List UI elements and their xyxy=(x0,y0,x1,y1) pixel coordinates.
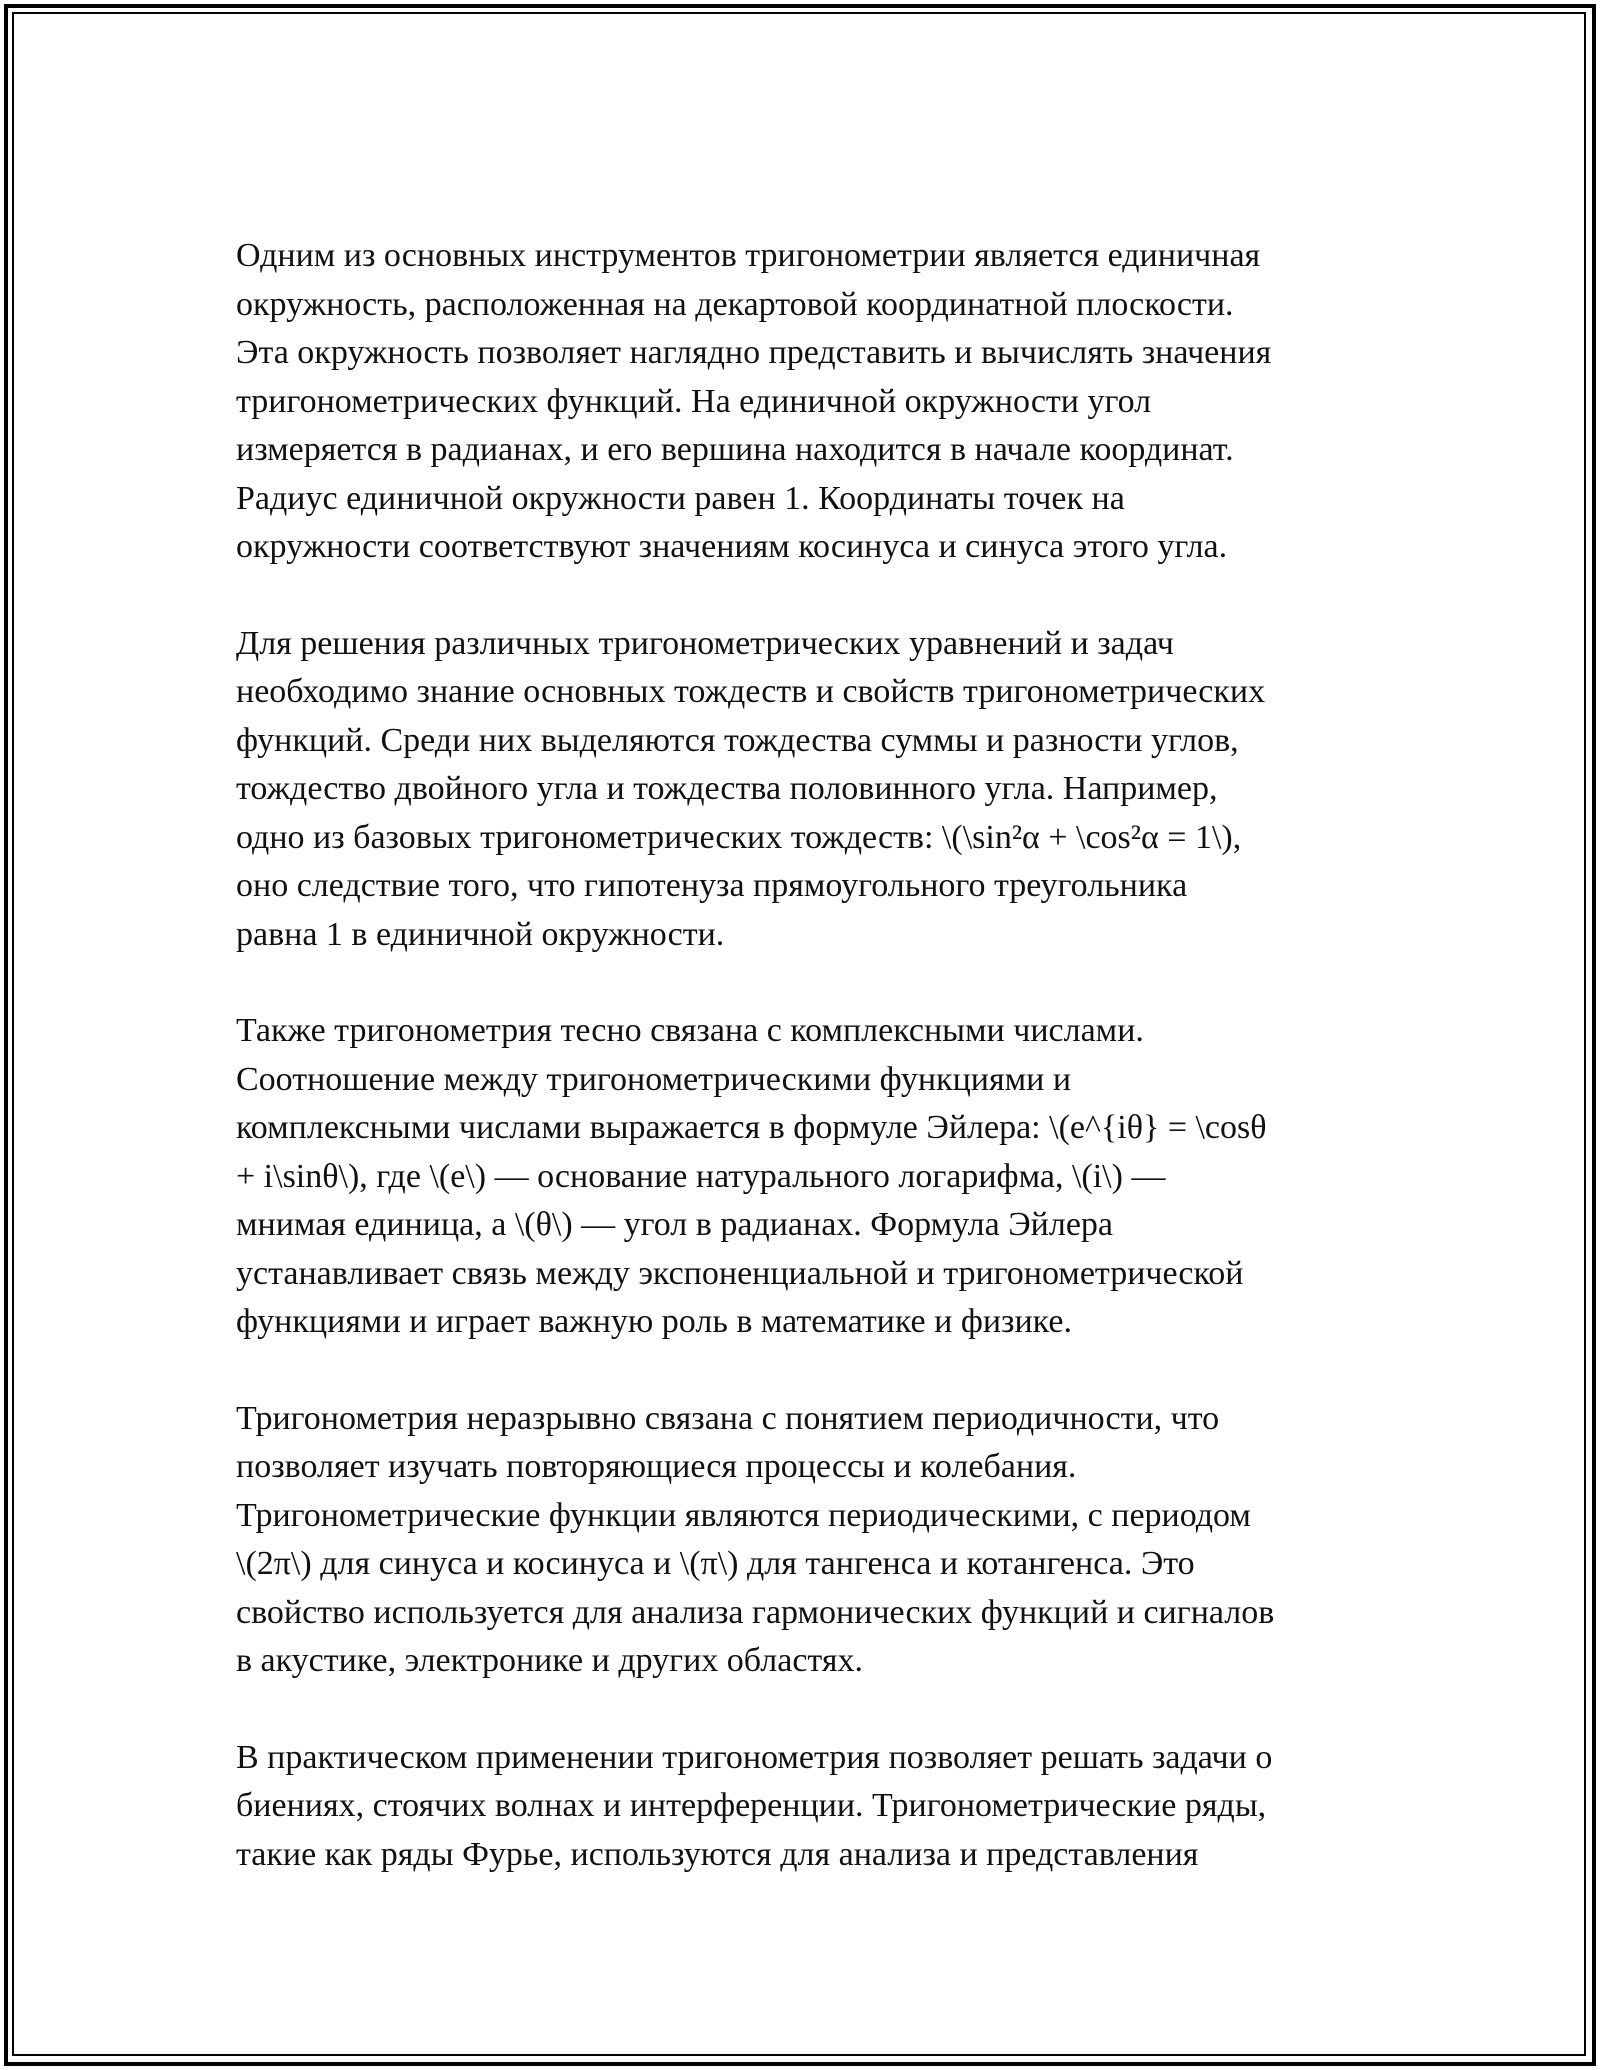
text-line: Соотношение между тригонометрическими функциями и xyxy=(236,1060,1072,1098)
text-line: мнимая единица, а \(θ\) — угол в радианах. Формула Эйлера xyxy=(236,1206,1113,1243)
text-line: функциями и играет важную роль в математике и физике. xyxy=(236,1303,1072,1340)
text-line: тригонометрических функций. На единичной окружности угол xyxy=(236,382,1152,420)
text-line: оно следствие того, что гипотенуза прямоугольного треугольника xyxy=(236,867,1188,904)
text-line: свойство используется для анализа гармонических функций и сигналов xyxy=(236,1593,1275,1631)
text-line: функций. Среди них выделяются тождества суммы и разности углов, xyxy=(236,721,1239,759)
text-line: биениях, стоячих волнах и интерференции. Тригонометрические ряды, xyxy=(236,1787,1267,1824)
text-line: \(2π\) для синуса и косинуса и \(π\) для тангенса и котангенса. Это xyxy=(236,1545,1195,1582)
paragraph-periodicity xyxy=(236,1395,1366,1686)
text-line: Радиус единичной окружности равен 1. Координаты точек на xyxy=(236,479,1125,517)
paragraph-complex-numbers xyxy=(236,1007,1366,1347)
text-line: необходимо знание основных тождеств и свойств тригонометрических xyxy=(236,673,1266,710)
paragraph-unit-circle xyxy=(236,232,1366,572)
document-body xyxy=(236,232,1366,1927)
text-line: В практическом применении тригонометрия позволяет решать задачи о xyxy=(236,1738,1273,1776)
text-line: комплексными числами выражается в формуле Эйлера: \(e^{iθ} = \cosθ xyxy=(236,1109,1267,1146)
text-line: устанавливает связь между экспоненциальной и тригонометрической xyxy=(236,1254,1244,1292)
paragraph-identities xyxy=(236,620,1366,960)
text-line: Для решения различных тригонометрических уравнений и задач xyxy=(236,624,1174,662)
text-line: окружность, расположенная на декартовой координатной плоскости. xyxy=(236,285,1234,323)
text-line: равна 1 в единичной окружности. xyxy=(236,915,725,953)
text-line: такие как ряды Фурье, используются для анализа и представления xyxy=(236,1835,1199,1873)
text-line: в акустике, электронике и других областях. xyxy=(236,1642,863,1679)
text-line: Тригонометрия неразрывно связана с понятием периодичности, что xyxy=(236,1399,1220,1437)
text-line: тождество двойного угла и тождества половинного угла. Например, xyxy=(236,770,1218,807)
paragraph-applications xyxy=(236,1734,1366,1880)
text-line: Также тригонометрия тесно связана с комплексными числами. xyxy=(236,1012,1144,1049)
text-line: одно из базовых тригонометрических тождеств: \(\sin²α + \cos²α = 1\), xyxy=(236,818,1242,856)
text-line: измеряется в радианах, и его вершина находится в начале координат. xyxy=(236,431,1234,468)
text-line: окружности соответствуют значениям косинуса и синуса этого угла. xyxy=(236,528,1228,565)
text-line: Одним из основных инструментов тригонометрии является единичная xyxy=(236,237,1261,274)
text-line: позволяет изучать повторяющиеся процессы и колебания. xyxy=(236,1448,1077,1485)
text-line: + i\sinθ\), где \(e\) — основание натурального логарифма, \(i\) — xyxy=(236,1157,1166,1195)
text-line: Тригонометрические функции являются периодическими, с периодом xyxy=(236,1496,1251,1534)
text-line: Эта окружность позволяет наглядно представить и вычислять значения xyxy=(236,334,1272,371)
